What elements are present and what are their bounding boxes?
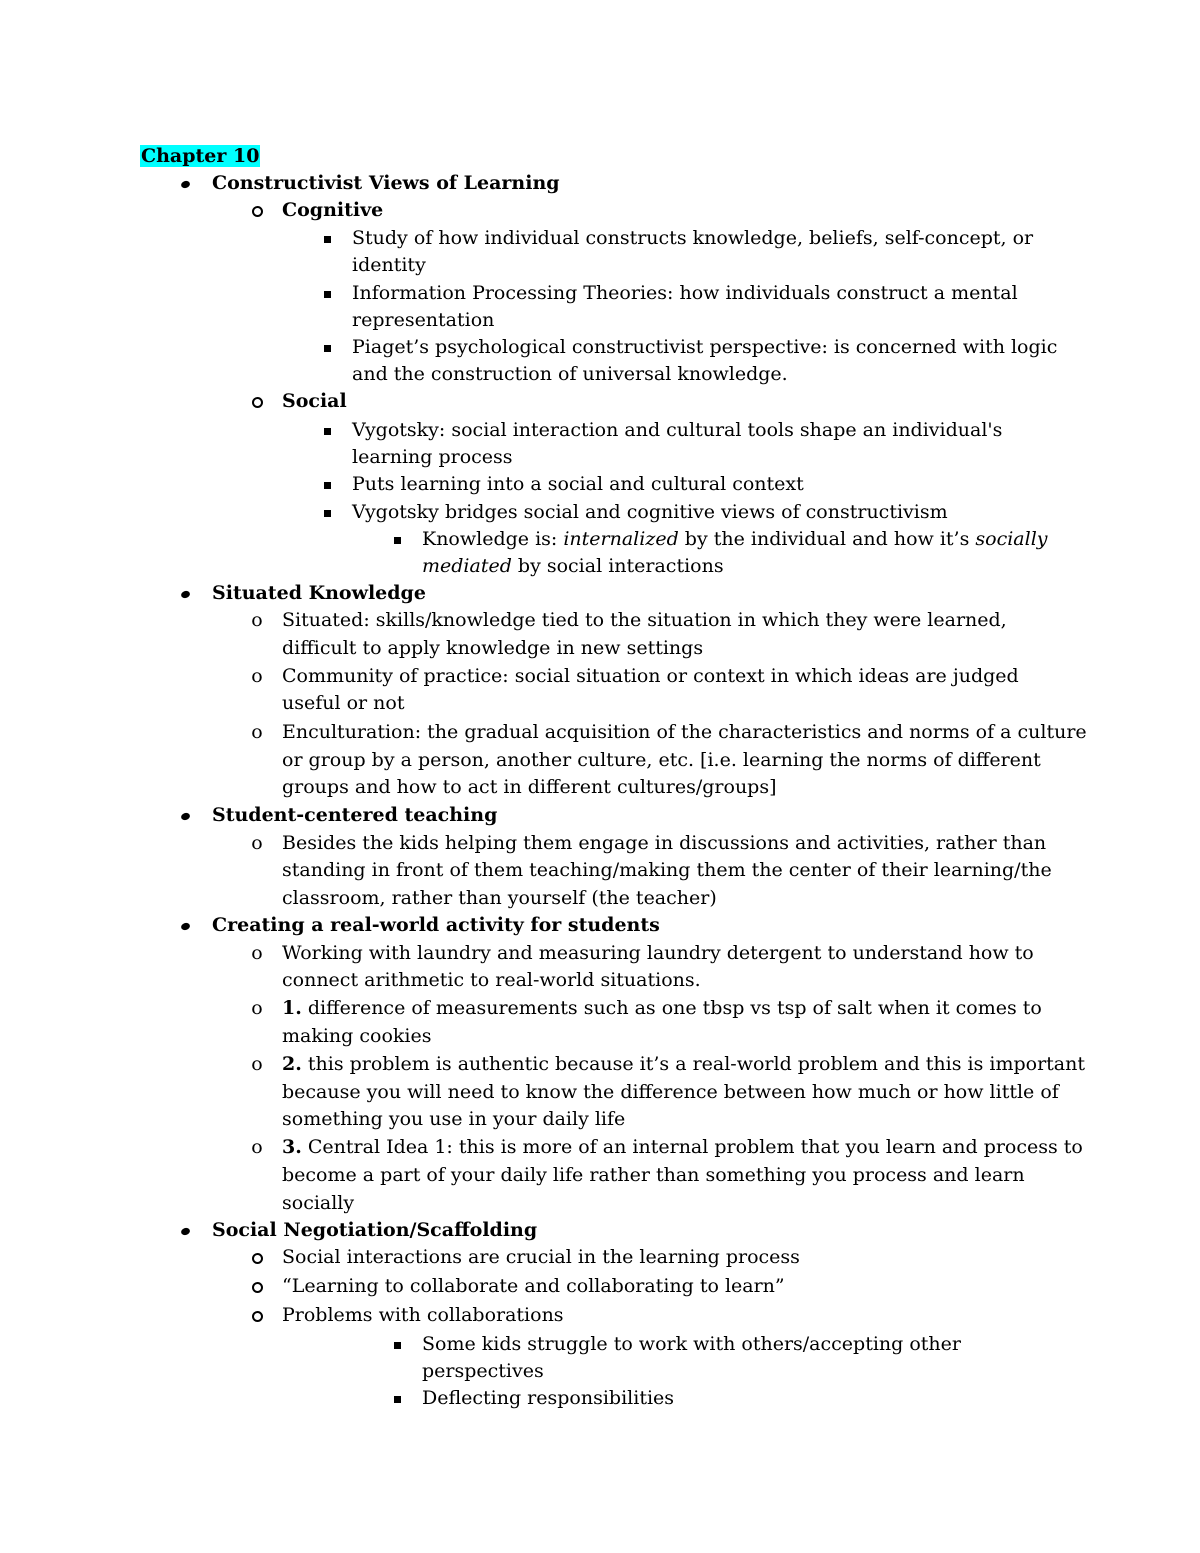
list-item-text: Working with laundry and measuring laundry detergent to understand how to [282, 942, 1034, 964]
section-heading-row [175, 170, 560, 197]
list-item [317, 499, 948, 526]
section-heading: Constructivist Views of Learning [212, 172, 560, 194]
list-item [247, 830, 1046, 857]
section-heading: Student-centered teaching [212, 804, 498, 826]
square-bullet-icon [394, 1396, 401, 1403]
square-bullet-icon [324, 510, 331, 517]
list-item-text: Problems with collaborations [282, 1304, 564, 1326]
list-item-text: Study of how individual constructs knowledge, beliefs, self-concept, or [352, 227, 1034, 249]
list-item-text: 1. difference of measurements such as one tbsp vs tsp of salt when it comes to [282, 997, 1042, 1019]
list-item-text: Community of practice: social situation or context in which ideas are judged [282, 665, 1019, 687]
list-item-text: Piaget’s psychological constructivist perspective: is concerned with logic [352, 336, 1058, 358]
list-item-continuation: become a part of your daily life rather than something you process and learn [282, 1164, 1025, 1186]
list-item [317, 334, 1057, 361]
list-item-text: Some kids struggle to work with others/accepting other [422, 1333, 961, 1355]
section-heading-row [175, 580, 426, 607]
list-item [247, 1273, 785, 1300]
square-bullet-icon [394, 1342, 401, 1349]
list-item [317, 280, 1018, 307]
list-item-text: Social interactions are crucial in the learning process [282, 1246, 800, 1268]
filled-bullet-icon [180, 921, 191, 931]
square-bullet-icon [324, 345, 331, 352]
filled-bullet-icon [180, 1226, 191, 1236]
square-bullet-icon [324, 428, 331, 435]
hollow-bullet-icon [252, 1311, 263, 1322]
section-heading: Social Negotiation/Scaffolding [212, 1219, 538, 1241]
filled-bullet-icon [180, 811, 191, 821]
list-item-text: 3. Central Idea 1: this is more of an internal problem that you learn and process to [282, 1136, 1083, 1158]
list-item-continuation: socially [282, 1192, 355, 1214]
o-bullet-icon: o [251, 997, 263, 1019]
list-item-continuation: connect arithmetic to real-world situations. [282, 969, 701, 991]
numbered-item [247, 1134, 1083, 1161]
list-item-text: Puts learning into a social and cultural context [352, 473, 804, 495]
list-item-continuation: groups and how to act in different cultures/groups] [282, 776, 777, 798]
o-bullet-icon: o [251, 942, 263, 964]
numbered-item [247, 995, 1042, 1022]
square-bullet-icon [324, 291, 331, 298]
o-bullet-icon: o [251, 1053, 263, 1075]
list-item-text: Information Processing Theories: how individuals construct a mental [352, 282, 1018, 304]
list-item-text: Vygotsky: social interaction and cultural tools shape an individual's [352, 419, 1003, 441]
subheading: Cognitive [282, 199, 384, 221]
list-item-continuation: identity [352, 254, 426, 276]
chapter-title: Chapter 10 [141, 145, 260, 167]
list-item-text: Situated: skills/knowledge tied to the situation in which they were learned, [282, 609, 1007, 631]
list-item-text: Deflecting responsibilities [422, 1387, 675, 1409]
hollow-bullet-icon [252, 397, 263, 408]
list-item [317, 225, 1033, 252]
list-item-continuation: or group by a person, another culture, etc. [i.e. learning the norms of different [282, 749, 1041, 771]
filled-bullet-icon [180, 589, 191, 599]
list-item [317, 417, 1002, 444]
list-item [317, 471, 804, 498]
section-heading-row [175, 912, 660, 939]
list-item-continuation: useful or not [282, 692, 405, 714]
list-item [247, 663, 1019, 690]
section-heading-row [175, 1217, 537, 1244]
list-item-continuation: standing in front of them teaching/making them the center of their learning/the [282, 859, 1052, 881]
list-item-continuation: because you will need to know the difference between how much or how little of [282, 1081, 1059, 1103]
list-item-continuation: making cookies [282, 1025, 432, 1047]
section-heading: Creating a real-world activity for students [212, 914, 660, 936]
hollow-bullet-icon [252, 1282, 263, 1293]
list-item [247, 1244, 800, 1271]
subheading-row [247, 388, 347, 415]
o-bullet-icon: o [251, 609, 263, 631]
list-item-continuation: something you use in your daily life [282, 1108, 626, 1130]
o-bullet-icon: o [251, 1136, 263, 1158]
list-item [247, 1302, 564, 1329]
o-bullet-icon: o [251, 665, 263, 687]
square-bullet-icon [394, 537, 401, 544]
subheading: Social [282, 390, 347, 412]
chapter-title-line [140, 143, 260, 170]
list-item [387, 1331, 961, 1358]
square-bullet-icon [324, 482, 331, 489]
list-item-text: “Learning to collaborate and collaborating to learn” [282, 1275, 785, 1297]
o-bullet-icon: o [251, 832, 263, 854]
subheading-row [247, 197, 383, 224]
list-item-text: Besides the kids helping them engage in discussions and activities, rather than [282, 832, 1047, 854]
list-item-continuation: classroom, rather than yourself (the teacher) [282, 887, 717, 909]
square-bullet-icon [324, 236, 331, 243]
list-item [247, 607, 1007, 634]
list-item-text: Enculturation: the gradual acquisition of the characteristics and norms of a culture [282, 721, 1087, 743]
list-item [247, 719, 1087, 746]
list-item-continuation: and the construction of universal knowledge. [352, 363, 788, 385]
list-item-continuation: representation [352, 309, 495, 331]
filled-bullet-icon [180, 179, 191, 189]
hollow-bullet-icon [252, 206, 263, 217]
list-item [247, 940, 1034, 967]
list-item-continuation: learning process [352, 446, 513, 468]
list-item-continuation: difficult to apply knowledge in new settings [282, 637, 704, 659]
hollow-bullet-icon [252, 1253, 263, 1264]
list-item-continuation: mediated by social interactions [422, 555, 724, 577]
numbered-item [247, 1051, 1085, 1078]
section-heading-row [175, 802, 497, 829]
list-item-text: Vygotsky bridges social and cognitive views of constructivism [352, 501, 948, 523]
list-item-continuation: perspectives [422, 1360, 544, 1382]
list-item-text: Knowledge is: internalized by the individual and how it’s socially [422, 528, 1048, 550]
list-item [387, 1385, 674, 1412]
list-item [387, 526, 1048, 553]
section-heading: Situated Knowledge [212, 582, 426, 604]
list-item-text: 2. this problem is authentic because it’s a real-world problem and this is important [282, 1053, 1085, 1075]
o-bullet-icon: o [251, 721, 263, 743]
